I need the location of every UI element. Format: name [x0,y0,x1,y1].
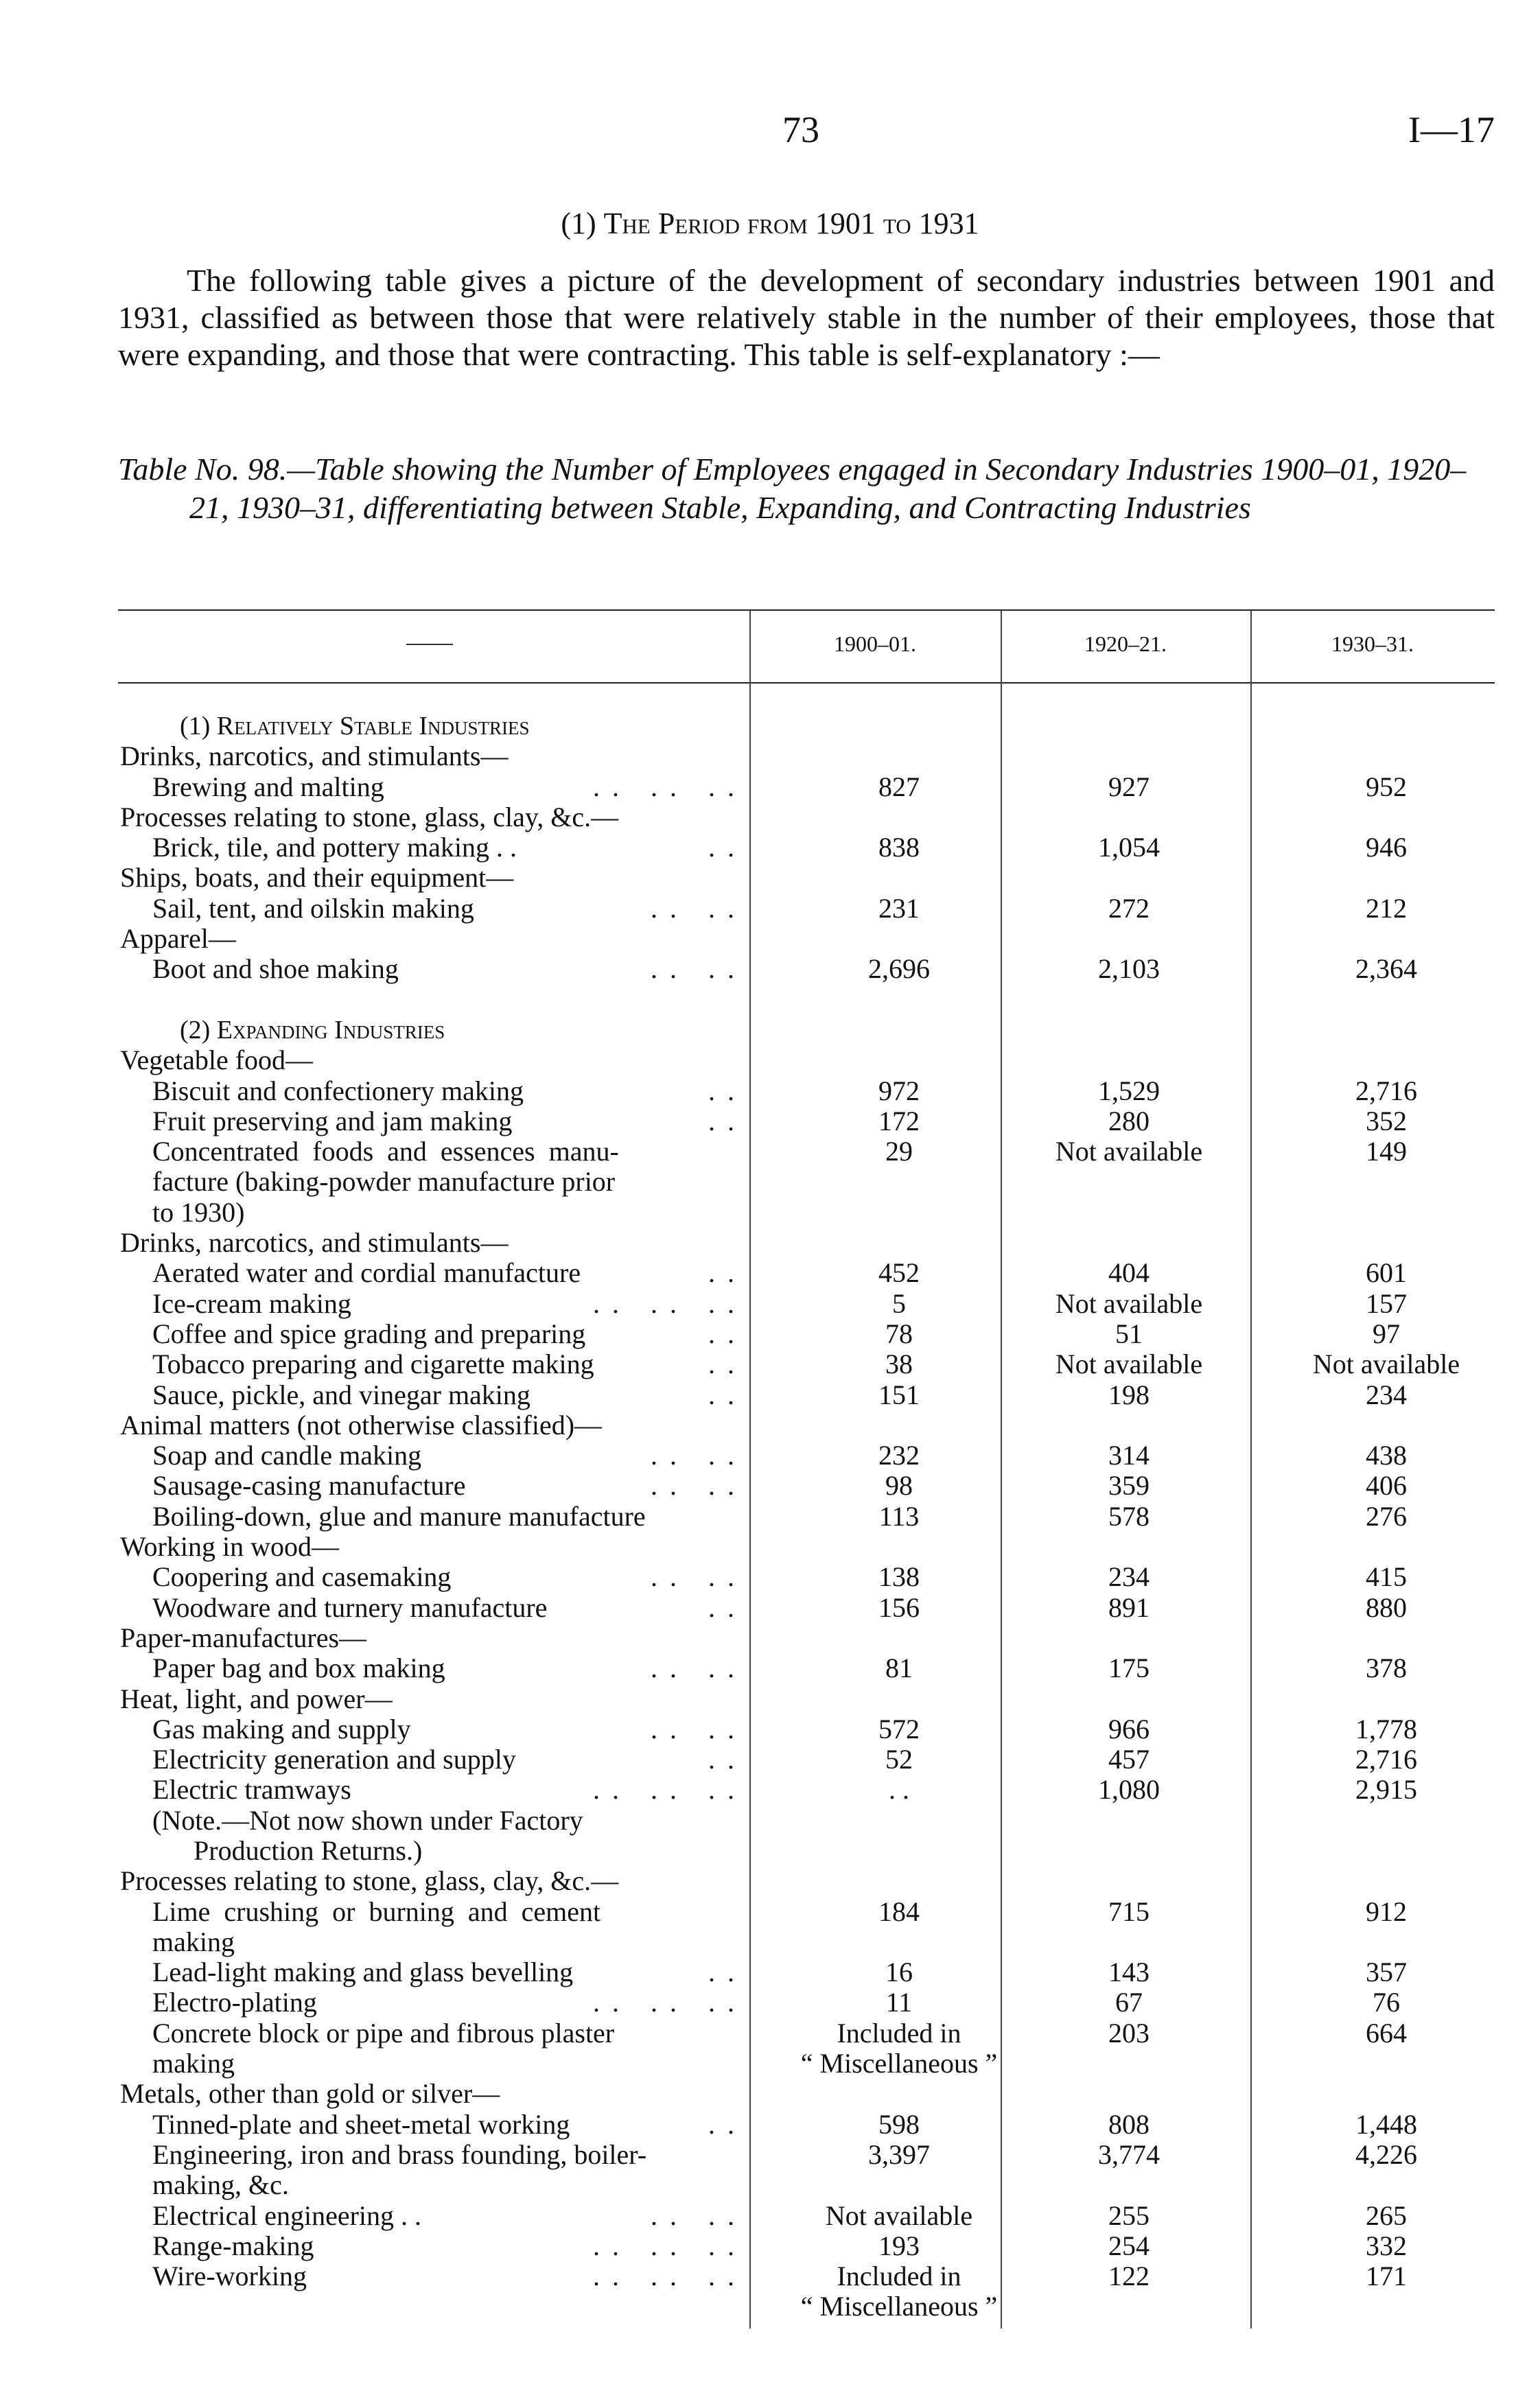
value-cell-1900: “ Miscellaneous ” [800,2291,998,2322]
value-cell-1900: 572 [878,1713,920,1744]
value-cell-1900: 113 [878,1500,920,1532]
leader-dots: . . [708,1744,737,1775]
leader-dots: . . . . [651,1713,737,1744]
table-row [0,2049,1540,2079]
value-cell-1920: 143 [1108,1957,1150,1988]
group-heading-row [0,863,1540,893]
value-cell-1900: Included in [837,2017,961,2049]
value-cell-1900: 11 [885,1987,913,2018]
table-row [0,1471,1540,1501]
value-cell-1920: 457 [1108,1744,1150,1775]
leader-dots: . . . . [651,1653,737,1684]
value-cell-1930: 265 [1366,2199,1407,2231]
table-row [0,832,1540,863]
industry-label: Range-making [152,2230,314,2261]
leader-dots: . . [708,832,737,863]
value-cell-1930: 352 [1366,1105,1407,1136]
value-cell-1930: 276 [1366,1500,1407,1532]
industry-label: Sail, tent, and oilskin making [152,892,474,924]
table-row [0,2231,1540,2261]
value-cell-1920: 51 [1115,1318,1143,1349]
value-cell-1930: 4,226 [1355,2138,1417,2170]
leader-dots: . . . . [651,1561,737,1593]
value-cell-1930: 2,716 [1355,1744,1417,1775]
value-cell-1920: 891 [1108,1591,1150,1623]
column-header-1930: 1930–31. [1331,631,1414,656]
value-cell-1930: 664 [1366,2017,1407,2049]
group-label: Drinks, narcotics, and stimulants— [120,1227,509,1259]
table-row [0,2291,1540,2322]
value-cell-1900: 138 [878,1561,920,1593]
stub-header-dash [406,644,453,645]
value-cell-1900: . . [889,1774,909,1806]
table-row [0,1440,1540,1471]
leader-dots: . . . . [651,1470,737,1502]
value-cell-1930: 171 [1366,2261,1407,2292]
value-cell-1900: 184 [878,1895,920,1927]
value-cell-1900: 5 [892,1287,906,1319]
industry-label: Biscuit and confectionery making [152,1075,524,1106]
group-heading-row [0,1623,1540,1653]
group-label: Working in wood— [120,1531,339,1563]
value-cell-1930: 1,448 [1355,2108,1417,2140]
value-cell-1900: “ Miscellaneous ” [800,2048,998,2079]
industry-label: Gas making and supply [152,1713,411,1744]
page-number: 73 [782,109,819,150]
group-heading-row [0,1684,1540,1714]
leader-dots: . . [708,1075,737,1106]
column-header-1900: 1900–01. [834,631,916,656]
group-heading-row [0,741,1540,771]
value-cell-1920: 578 [1108,1500,1150,1532]
table-row [0,1806,1540,1836]
section-heading: (2) Expanding Industries [180,1015,445,1045]
value-cell-1930: 946 [1366,832,1407,863]
value-cell-1920: 1,054 [1098,832,1160,863]
table-row [0,2170,1540,2200]
value-cell-1900: 81 [885,1653,913,1684]
industry-label: Electro-plating [152,1987,317,2018]
value-cell-1900: 3,397 [868,2138,930,2170]
section-title: (1) The Period from 1901 to 1931 [561,207,979,240]
leader-dots: . . [708,2108,737,2140]
value-cell-1930: 1,778 [1355,1713,1417,1744]
industry-label: Lead-light making and glass bevelling [152,1957,574,1988]
value-cell-1930: 212 [1366,892,1407,924]
industry-label: Electricity generation and supply [152,1744,516,1775]
industry-label: to 1930) [152,1196,245,1228]
industry-label: Concentrated foods and essences manu- [152,1136,619,1167]
table-row [0,1349,1540,1379]
table-row [0,1562,1540,1592]
industry-label: Tobacco preparing and cigarette making [152,1349,594,1380]
table-row [0,1502,1540,1532]
industry-label: facture (baking-powder manufacture prior [152,1166,616,1198]
leader-dots: . . [708,1591,737,1623]
value-cell-1920: 1,080 [1098,1774,1160,1806]
group-heading-row [0,1866,1540,1896]
table-row [0,1775,1540,1805]
table-row [0,1653,1540,1683]
industry-label: Paper bag and box making [152,1653,445,1684]
leader-dots: . . [708,1105,737,1136]
value-cell-1920: 175 [1108,1653,1150,1684]
value-cell-1930: 912 [1366,1895,1407,1927]
table-row [0,2110,1540,2140]
value-cell-1920: 808 [1108,2108,1150,2140]
leader-dots: . . [708,1257,737,1289]
value-cell-1920: 122 [1108,2261,1150,2292]
industry-label: making, &c. [152,2169,289,2201]
table-row [0,2018,1540,2049]
value-cell-1900: 172 [878,1105,920,1136]
value-cell-1900: 151 [878,1379,920,1410]
value-cell-1900: 156 [878,1591,920,1623]
value-cell-1930: 149 [1366,1136,1407,1167]
value-cell-1900: 52 [885,1744,913,1775]
value-cell-1930: 332 [1366,2230,1407,2261]
value-cell-1920: 966 [1108,1713,1150,1744]
table-row [0,1927,1540,1957]
leader-dots: . . . . [651,2199,737,2231]
table-row [0,2261,1540,2291]
value-cell-1920: 198 [1108,1379,1150,1410]
industry-label: Woodware and turnery manufacture [152,1591,548,1623]
industry-label: Production Returns.) [152,1834,423,1866]
leader-dots: . . [708,1349,737,1380]
value-cell-1900: Included in [837,2261,961,2292]
value-cell-1900: 452 [878,1257,920,1289]
value-cell-1930: 2,716 [1355,1075,1417,1106]
section-heading: (1) Relatively Stable Industries [180,712,530,740]
value-cell-1930: 234 [1366,1379,1407,1410]
value-cell-1930: 2,915 [1355,1774,1417,1806]
value-cell-1920: 927 [1108,771,1150,802]
group-label: Heat, light, and power— [120,1683,393,1714]
table-body [0,711,1540,2322]
value-cell-1900: 972 [878,1075,920,1106]
group-heading-row [0,1410,1540,1440]
industry-label: making [152,1926,235,1957]
industry-label: Electrical engineering . . [152,2199,422,2231]
leader-dots: . . . . . . [593,1987,737,2018]
value-cell-1920: 3,774 [1098,2138,1160,2170]
industry-label: making [152,2048,235,2079]
table-row [0,2201,1540,2231]
industry-label: Lime crushing or burning and cement [152,1895,601,1927]
page-reference: I—17 [1408,109,1495,150]
value-cell-1900: Not available [825,2199,973,2231]
column-header-1920: 1920–21. [1084,631,1167,656]
section-heading-row [0,711,1540,741]
industry-label: Coffee and spice grading and preparing [152,1318,586,1349]
industry-label: Tinned-plate and sheet-metal working [152,2108,570,2140]
value-cell-1930: 438 [1366,1440,1407,1471]
value-cell-1900: 232 [878,1440,920,1471]
table-row [0,1897,1540,1927]
group-label: Vegetable food— [120,1045,314,1076]
value-cell-1920: 234 [1108,1561,1150,1593]
value-cell-1920: 314 [1108,1440,1150,1471]
group-heading-row [0,924,1540,954]
value-cell-1930: 357 [1366,1957,1407,1988]
value-cell-1900: 193 [878,2230,920,2261]
industry-label: Engineering, iron and brass founding, boiler- [152,2138,647,2170]
value-cell-1900: 827 [878,771,920,802]
leader-dots: . . [708,1957,737,1988]
industry-label: Boot and shoe making [152,953,399,985]
value-cell-1920: 203 [1108,2017,1150,2049]
group-label: Paper-manufactures— [120,1622,367,1653]
table-row [0,2140,1540,2170]
group-label: Ships, boats, and their equipment— [120,862,514,894]
table-row [0,954,1540,984]
table-row [0,1106,1540,1136]
value-cell-1930: 2,364 [1355,953,1417,985]
industry-label: Soap and candle making [152,1440,422,1471]
value-cell-1930: 97 [1373,1318,1400,1349]
value-cell-1900: 78 [885,1318,913,1349]
leader-dots: . . [708,1318,737,1349]
table-row [0,1076,1540,1106]
value-cell-1920: 67 [1115,1987,1143,2018]
value-cell-1920: Not available [1055,1349,1203,1380]
value-cell-1920: 255 [1108,2199,1150,2231]
value-cell-1920: 404 [1108,1257,1150,1289]
value-cell-1900: 231 [878,892,920,924]
value-cell-1920: Not available [1055,1287,1203,1319]
industry-label: Wire-working [152,2261,307,2292]
group-label: Animal matters (not otherwise classified)— [120,1409,603,1440]
table-row [0,1380,1540,1410]
table-caption: Table No. 98.—Table showing the Number of Employees engaged in Secondary Industries 1900–01, 1920–21, 1930–31, differentiating between Stable, Expanding, and Contracting Industries [118,452,1467,525]
group-label: Processes relating to stone, glass, clay, &c.— [120,801,619,832]
group-label: Metals, other than gold or silver— [120,2078,500,2110]
industry-label: Ice-cream making [152,1287,351,1319]
value-cell-1920: 1,529 [1098,1075,1160,1106]
leader-dots: . . . . . . [593,2230,737,2261]
value-cell-1900: 98 [885,1470,913,1502]
group-label: Apparel— [120,923,236,955]
table-row [0,1714,1540,1744]
leader-dots: . . . . . . [593,1774,737,1806]
industry-label: Concrete block or pipe and fibrous plaster [152,2017,615,2049]
value-cell-1920: 254 [1108,2230,1150,2261]
table-row [0,1136,1540,1167]
table-row [0,1744,1540,1775]
industry-label: Brewing and malting [152,771,384,802]
intro-paragraph: The following table gives a picture of the development of secondary industries between 1901 and 1931, classified as between those that were relatively stable in the number of their employees, those that were expanding, and those that were contracting. This table is self-explanatory :— [118,263,1495,372]
section-heading-row [0,1015,1540,1045]
value-cell-1930: 880 [1366,1591,1407,1623]
industry-label: Boiling-down, glue and manure manufacture [152,1500,646,1532]
value-cell-1920: 715 [1108,1895,1150,1927]
group-heading-row [0,1228,1540,1258]
table-row [0,1957,1540,1987]
value-cell-1930: 157 [1366,1287,1407,1319]
value-cell-1900: 16 [885,1957,913,1988]
table-row [0,1258,1540,1288]
table-row [0,1289,1540,1319]
value-cell-1920: 359 [1108,1470,1150,1502]
leader-dots: . . . . [651,953,737,985]
table-row [0,1593,1540,1623]
value-cell-1930: 76 [1373,1987,1400,2018]
value-cell-1900: 598 [878,2108,920,2140]
leader-dots: . . [708,1379,737,1410]
leader-dots: . . . . [651,892,737,924]
group-label: Processes relating to stone, glass, clay, &c.— [120,1865,619,1897]
table-row [0,772,1540,802]
value-cell-1920: Not available [1055,1136,1203,1167]
value-cell-1930: 952 [1366,771,1407,802]
leader-dots: . . . . . . [593,771,737,802]
group-heading-row [0,2079,1540,2109]
industry-label: Brick, tile, and pottery making . . [152,832,517,863]
table-row [0,1167,1540,1197]
value-cell-1930: 378 [1366,1653,1407,1684]
value-cell-1930: 601 [1366,1257,1407,1289]
industry-label: Coopering and casemaking [152,1561,452,1593]
value-cell-1930: 406 [1366,1470,1407,1502]
value-cell-1920: 280 [1108,1105,1150,1136]
group-heading-row [0,1045,1540,1075]
table-row [0,985,1540,1015]
table-row [0,1836,1540,1866]
group-label: Drinks, narcotics, and stimulants— [120,740,509,772]
value-cell-1900: 838 [878,832,920,863]
industry-label: Aerated water and cordial manufacture [152,1257,581,1289]
value-cell-1920: 2,103 [1098,953,1160,985]
table-row [0,1987,1540,2018]
leader-dots: . . . . . . [593,1287,737,1319]
leader-dots: . . . . [651,1440,737,1471]
group-heading-row [0,802,1540,832]
table-row [0,894,1540,924]
industry-label: Sausage-casing manufacture [152,1470,466,1502]
value-cell-1920: 272 [1108,892,1150,924]
industry-label: Fruit preserving and jam making [152,1105,513,1136]
value-cell-1900: 29 [885,1136,913,1167]
industry-label: (Note.—Not now shown under Factory [152,1804,583,1836]
table-row [0,1198,1540,1228]
table-header-rule [118,682,1495,684]
leader-dots: . . . . . . [593,2261,737,2292]
table-row [0,1319,1540,1349]
industry-label: Electric tramways [152,1774,351,1806]
table-top-rule [118,609,1495,611]
value-cell-1930: Not available [1312,1349,1460,1380]
industry-label: Sauce, pickle, and vinegar making [152,1379,530,1410]
value-cell-1900: 2,696 [868,953,930,985]
value-cell-1900: 38 [885,1349,913,1380]
value-cell-1930: 415 [1366,1561,1407,1593]
group-heading-row [0,1532,1540,1562]
